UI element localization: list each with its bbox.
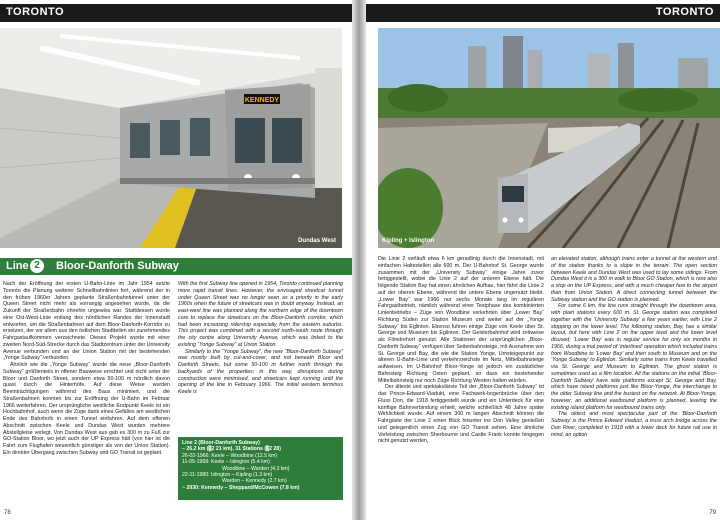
paragraph: Die Linie 2 verläuft etwa 6 km geradlinig durch die Innenstadt, mit einfachen Haltestellen alle 600 m. Der U-Bahnhof St. George wurde zusammen mit der „University Subway“ einige Jahre zuvor fertiggestellt, wobei die Linie 2 auf der unteren Ebene hält. Die folgende Station Bay hat einen ähnlichen Aufbau, hier fährt die Linie 2 auf der oberen Ebene, während die untere Ebene ungenutzt bleibt. „Lower Bay“ war 1966 nur sechs Monate lang im regulären Fahrgastbetrieb, nämlich während einer Testphase des kombinierten Linienbetriebs – Züge von Woodbine verkehrten über „Lower Bay“ Richtung Süden zur Station Museum und weiter auf der „Yonge Subway“ bis Eglinton. Ebenso fuhren einige Züge von Keele über St. George und Museum bis Eglinton. Der Geisterbahnhof wird zeitweise als Filmdrehort genutzt. Alle Stationen der ursprünglichen „Bloor-Danforth Subway“ verfügen über Seitenbahnsteige, mit Ausnahme von St. George und Bay, die wie die Station Yonge, Umsteigepunkt zur älteren U-Bahn-Linie und verkehrsreichste im Netz, Mittelbahnsteige aufweisen. Im U-Bahnhof Bloor-Yonge ist jedoch ein zusätzlicher Bahnsteig Richtung Osten geplant, so dass ein bestehender Mittelbahnsteig nur noch Züge Richtung Westen halten würden. xyxy=(378,256,544,384)
right-header-bar xyxy=(366,4,720,22)
facts-row: Warden – Kennedy (2.7 km) xyxy=(222,478,287,485)
paragraph: For some 6 km, the line runs straight through the downtown area, with plain stations every 600 m. St. George station was completed together with the ‘University Subway’ a few years earlier, with Line 2 stopping on the lower level. The following station, Bay, has a similar layout, but here with Line 2 on the upper level and the lower level disused; ‘Lower Bay’ was in regular service for only six months in 1966, during a trial period of ‘interlined’ operation which included trains from Woodbine to ‘Lower Bay’ and then south to Museum and on the ‘Yonge Subway’ to Eglinton. Similarly some trains from Keele travelled via St. George and Museum to Eglinton. The ghost station is sometimes used as a film location. All the stations on the initial ‘Bloor-Danforth Subway’ have side platforms except St. George and Bay, which have island platforms just like Bloor-Yonge, the interchange to the older Subway line and the busiest on the network. At Bloor-Yonge, however, an additional eastbound platform is planned, leaving the existing island platform for westbound trains only. xyxy=(551,303,717,411)
rail-yard-illustration xyxy=(378,28,720,248)
facts-row: Woodbine – Warden (4.3 km) xyxy=(222,465,290,472)
paragraph: The oldest and most spectacular part of the ‘Bloor-Danforth Subway’ is the Prince Edward Viaduct, a truss arch bridge across the Don River, completed in 1918 with a lower deck for future rail use in mind, an option xyxy=(551,411,717,438)
right-page xyxy=(366,0,720,520)
section-title: TORONTO xyxy=(655,6,714,18)
page-number: 78 xyxy=(4,510,11,516)
facts-row: 22-11-1980: Islington – Kipling (1.3 km) xyxy=(182,472,273,479)
train-destination-sign: KENNEDY xyxy=(244,97,280,104)
german-text-column xyxy=(378,256,544,445)
english-text-column xyxy=(551,256,717,438)
left-page xyxy=(0,0,352,520)
subway-photo xyxy=(0,28,342,248)
paragraph: With the first Subway line opened in 1954, Toronto continued planning more rapid transit lines. However, the envisaged streetcar tunnel under Queen Street was no longer seen as a priority in the early 1960s when the future of streetcars was in doubt anyway. Instead, an east-west line was planned along the northern edge of the downtown core to replace the streetcars on the Bloor-Danforth corridor, which had been increasing ridership especially from the eastern suburbs. This project was combined with a second north-south route through the city centre along University Avenue, which was linked to the existing “Yonge Subway” at Union Station. xyxy=(178,281,343,348)
photo-credit: Dundas West xyxy=(298,238,336,244)
english-text-column xyxy=(178,281,343,396)
paragraph: Der älteste und spektakulärste Teil der „Bloor-Danforth Subway“ ist das Prince-Edward-Viadukt, eine Fachwerk-bogenbrücke über den Fluss Don, die 1918 fertiggestellt wurde und ein Unterdeck für eine künftige Bahnverbindung erhielt, welche schließlich 48 Jahre später Wirklichkeit wurde. Auf einem 300 m langen Abschnitt können die Fahrgäste der Linie 2 einen Blick hinunter ins Don Valley genießen und gelegentlich einen Zug von GO Transit sehen. Eine ähnliche Vorleistung zwischen Sherbourne und Castle Frank konnte hingegen nicht genutzt werden, xyxy=(378,384,544,445)
paragraph: Nach der Eröffnung der ersten U-Bahn-Linie im Jahr 1954 setzte Toronto die Planung weiterer Schnellbahnlinien fort, während der in den frühen 1960er Jahren geplante Straßenbahntunnel unter der Queen Street nicht mehr als vorrangig angesehen wurde, da die Zukunft der Straßenbahn ohnehin ungewiss war. Stattdessen wurde eine Ost-West-Linie entlang des nördlichen Randes der Innenstadt entworfen, um die Straßenbahnen auf dem Bloor-Danforth-Korridor zu ersetzen, der vor allem aus den östlichen Stadtteilen ein zunehmendes Fahrgastaufkommen verzeichnete. Dieses Projekt wurde mit einer zweiten Nord-Süd-Strecke durch das Stadtzentrum unter der University Avenue verbunden und an der Union Station mit der bestehenden „Yonge Subway“ verbunden. xyxy=(3,281,170,362)
page-number: 79 xyxy=(709,510,716,516)
photo-credit: Kipling + Islington xyxy=(382,238,435,244)
book-gutter xyxy=(352,0,366,520)
facts-row: 11-05-1968: Keele – Islington (5.4 km) xyxy=(182,459,270,466)
line-title: Bloor-Danforth Subway xyxy=(56,260,179,272)
subway-station-illustration xyxy=(0,28,342,248)
line-number-badge: 2 xyxy=(30,259,44,273)
facts-row: ~ 2030: Kennedy – Sheppard/McCowen (7.8 km) xyxy=(182,484,300,491)
line-banner xyxy=(0,258,352,275)
line-label: Line xyxy=(6,260,29,272)
paragraph: Similarly to the “Yonge Subway”, the new “Bloor-Danforth Subway” was mostly built by cut-and-cover, and not beneath Bloor and Danforth Streets, but some 50-100 m further north through the backyards of the properties; in this way, disruptions during construction were minimised, and streetcars kept running until the opening of the line in February 1966. The initial western terminus Keele is xyxy=(178,348,343,395)
line-facts-box xyxy=(178,437,343,500)
streetcar-yard-photo xyxy=(378,28,720,248)
paragraph: an elevated station, although trains enter a tunnel at the western end of the station thanks to a slope in the terrain. The open section between Keele and Dundas West was used to lay some sidings. From Dundas West it is a 300 m walk to Bloor GO Station, which is now also a stop on the UP Express, and with a much cheaper fare to the airport than from Union Station. A direct connecting tunnel between the Subway station and the GO station is planned. xyxy=(551,256,717,303)
section-title: TORONTO xyxy=(6,6,65,18)
facts-title: Line 2 (Bloor-Danforth Subway) xyxy=(182,440,260,446)
facts-subtitle: – 26.2 km (␩2 21 km), 31 Stations (␩2 28) xyxy=(182,446,281,453)
left-header-bar xyxy=(0,4,352,22)
paragraph: Ähnlich wie die „Yonge Subway“ wurde die neue „Bloor-Danforth Subway“ größtenteils in offener Bauweise errichtet und nicht unter der Bloor und Danforth Street, sondern etwa 50-100 m nördlich davon quasi durch die Hinterhöfe. Auf diese Weise wurden Beeinträchtigungen während des Baus minimiert, und die Straßenbahnen konnten bis zur Eröffnung der U-Bahn im Februar 1966 weiterfahren. Der ursprüngliche westliche Endpunkt Keele ist ein Hochbahnhof, auch wenn die Züge dank eines Gefälles am westlichen Ende des Bahnhofs in einen Tunnel einfahren. Auf dem offenen Abschnitt zwischen Keele und Dundas West wurden mehrere Abstellgleise verlegt. Von Dundas West aus gab es 300 m zu Fuß zur GO-Station Bloor, wo jetzt auch der UP Express hält (von hier ist die Fahrt zum Flughafen wesentlich günstiger als von der Union Station). Ein direkter Übergang zwischen Subway und GO Transit ist geplant. xyxy=(3,362,170,456)
facts-row: 26-02-1966: Keele – Woodbine (12.5 km) xyxy=(182,452,278,459)
german-text-column xyxy=(3,281,170,457)
